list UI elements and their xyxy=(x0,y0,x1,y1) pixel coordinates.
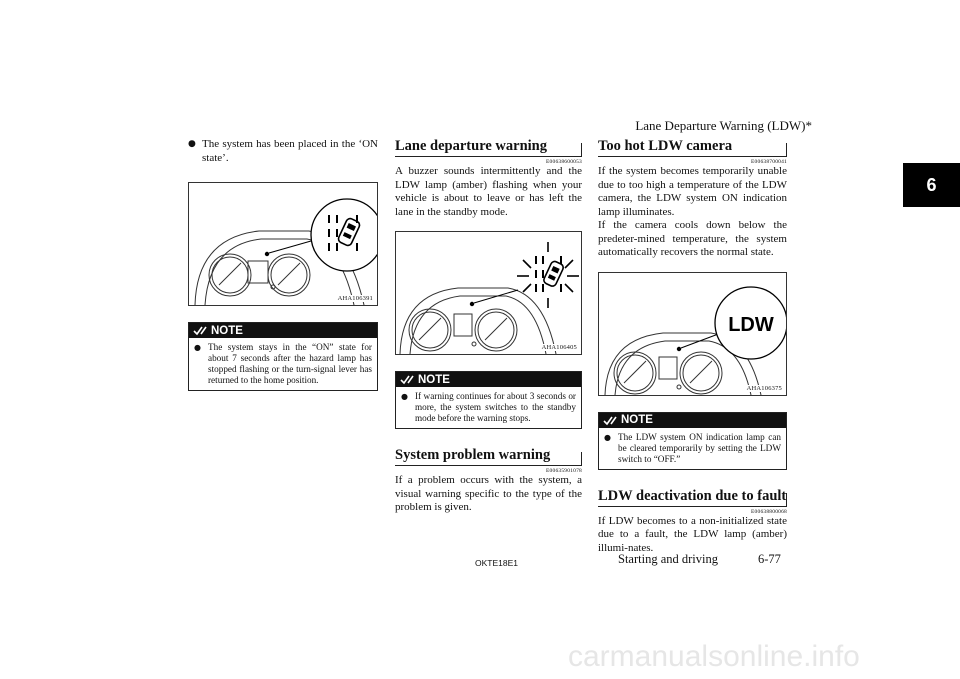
note-body xyxy=(189,338,377,390)
left-column xyxy=(188,138,378,391)
section-heading: LDW deactivation due to fault xyxy=(598,488,787,507)
figure-code: AHA106391 xyxy=(337,295,373,302)
section-code: E00638700041 xyxy=(750,159,787,165)
section-code: E00635901078 xyxy=(545,468,582,474)
note-box xyxy=(598,412,787,470)
watermark: carmanualsonline.info xyxy=(568,640,860,673)
chapter-tab: 6 xyxy=(903,163,960,207)
note-header xyxy=(189,323,377,338)
section-body: If the system becomes temporarily unable due to too high a temperature of the LDW camera, the LDW system ON indication lamp illuminates. xyxy=(598,165,787,218)
running-title: Lane Departure Warning (LDW)* xyxy=(635,118,812,133)
note-header xyxy=(396,372,581,387)
note-text: If warning continues for about 3 seconds or more, the system switches to the standby mode before the warning stops. xyxy=(415,391,576,423)
section-code: E00638600053 xyxy=(545,159,582,165)
section-body: If a problem occurs with the system, a visual warning specific to the type of the problem is given. xyxy=(395,474,582,513)
middle-column xyxy=(395,138,582,515)
section-code: E00638800068 xyxy=(750,508,787,515)
bullet-icon: ● xyxy=(604,432,611,442)
section-heading: Too hot LDW camera xyxy=(598,138,787,157)
section-heading: System problem warning xyxy=(395,447,582,466)
note-item xyxy=(401,391,576,424)
page-number: 6-77 xyxy=(758,552,781,566)
note-header xyxy=(599,413,786,428)
note-label: NOTE xyxy=(621,414,653,426)
bullet-text: The system has been placed in the ‘ON state’. xyxy=(202,138,378,164)
footer-section-name: Starting and driving xyxy=(618,552,718,566)
note-box xyxy=(188,322,378,391)
note-text: The LDW system ON indication lamp can be cleared temporarily by setting the LDW switch to “OFF.” xyxy=(618,431,781,464)
section-body: A buzzer sounds intermittently and the LDW lamp (amber) flashing when your vehicle is about to leave or has left the lane in the standby mode. xyxy=(395,165,582,218)
figure-code: AHA106405 xyxy=(541,344,577,351)
footer-doc-code: OKTE18E1 xyxy=(475,558,518,568)
pencil-check-icon xyxy=(193,325,207,336)
right-column xyxy=(598,138,787,555)
note-body xyxy=(396,387,581,428)
note-body xyxy=(599,428,786,469)
note-label: NOTE xyxy=(211,324,243,337)
figure-dashboard-ldw xyxy=(188,182,378,306)
section-body: If the camera cools down below the predeter-mined temperature, the system automatically recovers the normal state. xyxy=(598,219,787,258)
pencil-check-icon xyxy=(400,374,414,385)
section-body: If LDW becomes to a non-initialized state due to a fault, the LDW lamp (amber) illumi-nates. xyxy=(598,514,787,554)
section-heading: Lane departure warning xyxy=(395,138,582,157)
note-text: The system stays in the “ON” state for about 7 seconds after the hazard lamp has stopped flashing or the turn-signal lever has returned to the home position. xyxy=(208,342,372,385)
note-item xyxy=(194,342,372,386)
bullet-icon: ● xyxy=(188,139,196,149)
ldw-callout-text: LDW xyxy=(728,313,774,336)
pencil-check-icon xyxy=(603,415,617,426)
note-box xyxy=(395,371,582,429)
bullet-icon: ● xyxy=(194,343,201,352)
figure-code: AHA106375 xyxy=(746,384,782,392)
note-label: NOTE xyxy=(418,373,450,386)
bullet-icon: ● xyxy=(401,392,408,401)
list-item xyxy=(188,138,378,165)
note-item xyxy=(604,432,781,465)
figure-dashboard-ldw-indicator xyxy=(598,272,787,396)
figure-dashboard-warning xyxy=(395,231,582,355)
